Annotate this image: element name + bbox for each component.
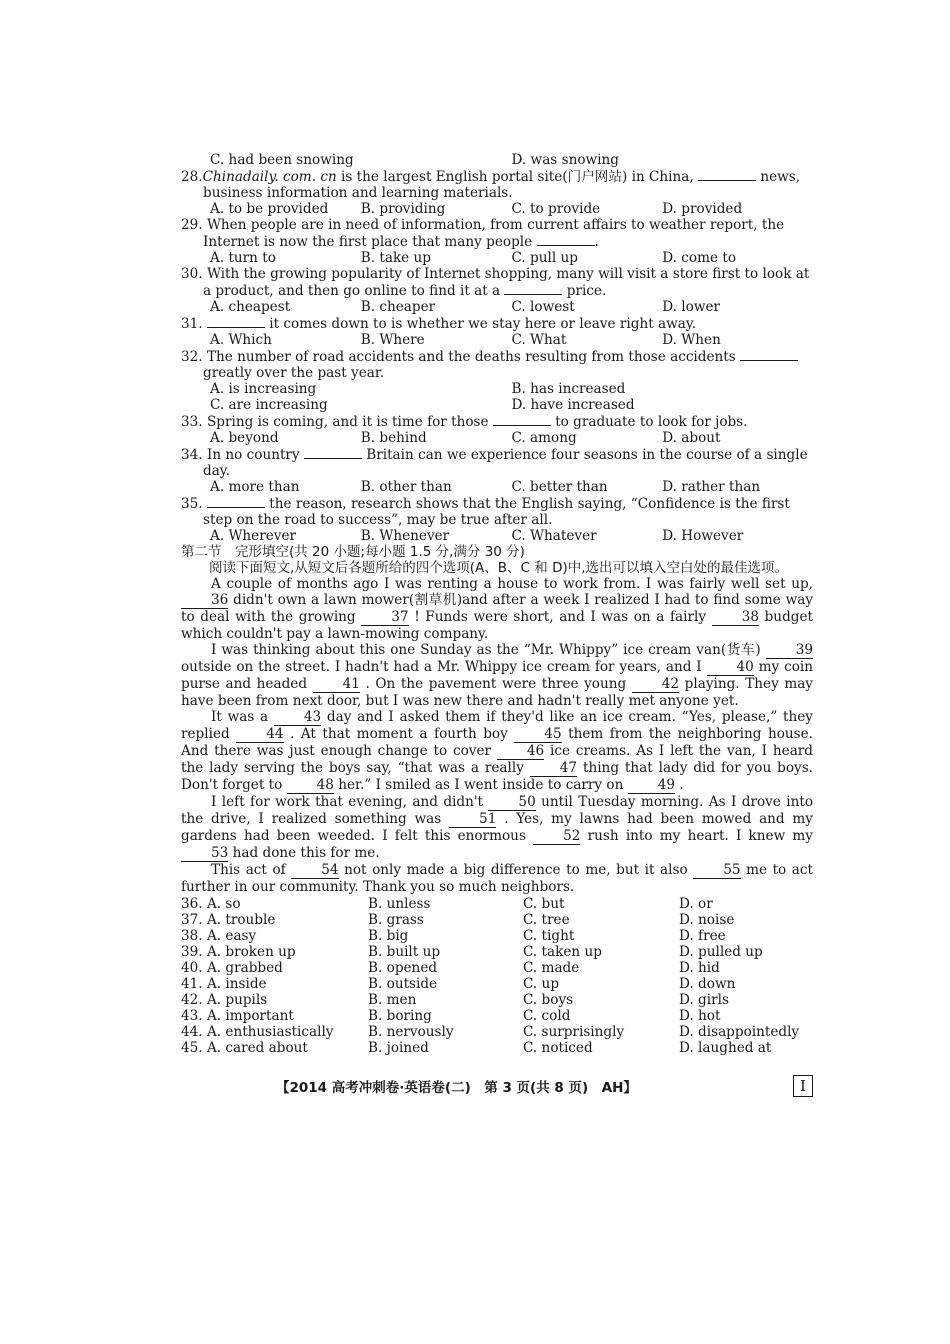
cloze-option-row: 38. A. easy B. big C. tight D. free: [181, 928, 726, 944]
question-30: 30. With the growing popularity of Internet shopping, many will visit a store first to look at a product, and then go online to find it at a price. A. cheapest B. cheaper C. lowest D. lower: [181, 266, 813, 315]
answer-blank: [207, 315, 265, 328]
cloze-blank: 37: [361, 609, 408, 626]
cloze-option-row: 36. A. so B. unless C. but D. or: [181, 896, 713, 912]
answer-blank: [504, 282, 562, 295]
cloze-blank: 51: [449, 811, 496, 828]
cloze-blank: 38: [712, 609, 759, 626]
cloze-blank: 53: [181, 845, 228, 862]
option: A. beyond: [210, 430, 279, 446]
option: A. turn to: [210, 250, 276, 266]
option: C. better than: [511, 479, 608, 495]
option: D. However: [662, 528, 744, 544]
cloze-options-list: [181, 896, 813, 1056]
option: D. provided: [662, 201, 743, 217]
option: C. What: [511, 332, 567, 348]
question-number: 30.: [181, 266, 203, 282]
option: D. have increased: [511, 397, 635, 413]
option: C. among: [511, 430, 577, 446]
cloze-blank: 44: [236, 726, 283, 743]
option: A. is increasing: [210, 381, 317, 397]
cloze-option-row: 44. A. enthusiastically B. nervously C. surprisingly D. disappointedly: [181, 1024, 800, 1040]
option: C. lowest: [511, 299, 575, 315]
q27-options-tail: [181, 152, 813, 168]
section-title: 第二节 完形填空(共 20 小题;每小题 1.5 分,满分 30 分): [181, 544, 525, 560]
option: B. take up: [360, 250, 432, 266]
cloze-option-row: 43. A. important B. boring C. cold D. hot: [181, 1008, 721, 1024]
options-row: [181, 250, 813, 266]
option: D. was snowing: [511, 152, 619, 168]
option: B. cheaper: [360, 299, 436, 315]
cloze-blank: 54: [291, 862, 338, 879]
option: D. lower: [662, 299, 721, 315]
option: A. Which: [210, 332, 272, 348]
passage-paragraph: It was a 43 day and I asked them if they'd like an ice cream. “Yes, please,” they replied 44 . At that moment a fourth boy 45 them from the neighboring house. And there was just enough change to cover 46 ice creams. As I left the van, I heard the lady serving the boys say, “that was a really 47 thing that lady did for you boys. Don't forget to 48 her.” I smiled as I went inside to carry on 49 .: [181, 709, 813, 793]
answer-blank: [537, 233, 595, 246]
options-row: [181, 299, 813, 315]
passage-paragraph: This act of 54 not only made a big difference to me, but it also 55 me to act further in our community. Thank you so much neighbors.: [181, 862, 813, 895]
question-32: 32. The number of road accidents and the deaths resulting from those accidents greatly over the past year. A. is increasing B. has increased C. are increasing D. have increased: [181, 348, 813, 413]
cloze-blank: 40: [707, 659, 754, 676]
option: C. to provide: [511, 201, 601, 217]
options-row: [181, 528, 813, 544]
cloze-blank: 52: [533, 828, 580, 845]
section-instructions: 阅读下面短文,从短文后各题所给的四个选项(A、B、C 和 D)中,选出可以填入空白处的最佳选项。: [209, 560, 789, 576]
page-footer: 【2014 高考冲刺卷·英语卷(二) 第 3 页(共 8 页) AH】: [276, 1080, 637, 1096]
options-row: [181, 381, 813, 397]
cloze-blank: 46: [497, 743, 544, 760]
options-row: [181, 397, 813, 413]
option: C. are increasing: [210, 397, 328, 413]
question-29: 29. When people are in need of information, from current affairs to weather report, the Internet is now the first place that many people . A. turn to B. take up C. pull up D. come to: [181, 217, 813, 266]
passage-paragraph: I left for work that evening, and didn't 50 until Tuesday morning. As I drove into the drive, I realized something was 51 . Yes, my lawns had been mowed and my gardens had been weeded. I felt this enormous 52 rush into my heart. I knew my 53 had done this for me.: [181, 794, 813, 861]
answer-blank: [304, 446, 362, 459]
question-number: 31.: [181, 316, 203, 332]
option: B. other than: [360, 479, 452, 495]
exam-page-content: [181, 152, 813, 1056]
site-name: Chinadaily. com. cn: [202, 169, 337, 185]
cloze-option-row: 40. A. grabbed B. opened C. made D. hid: [181, 960, 720, 976]
option: C. Whatever: [511, 528, 597, 544]
answer-blank: [207, 495, 265, 508]
option: A. cheapest: [210, 299, 291, 315]
option: D. rather than: [662, 479, 761, 495]
cloze-blank: 41: [313, 676, 360, 693]
option: B. Whenever: [360, 528, 450, 544]
cloze-option-row: 37. A. trouble B. grass C. tree D. noise: [181, 912, 735, 928]
cloze-blank: 42: [632, 676, 679, 693]
cloze-blank: 50: [488, 794, 535, 811]
answer-blank: [698, 168, 756, 181]
options-row: [181, 479, 813, 495]
question-number: 33.: [181, 414, 203, 430]
option: D. about: [662, 430, 721, 446]
answer-blank: [740, 348, 798, 361]
options-row: [181, 430, 813, 446]
cloze-blank: 48: [287, 777, 334, 794]
cloze-option-row: 41. A. inside B. outside C. up D. down: [181, 976, 736, 992]
page-mark: I: [793, 1075, 813, 1097]
cloze-blank: 45: [514, 726, 561, 743]
option: D. come to: [662, 250, 737, 266]
question-number: 35.: [181, 496, 203, 512]
cloze-blank: 47: [530, 760, 577, 777]
options-row: [181, 332, 813, 348]
cloze-blank: 49: [628, 777, 675, 794]
question-number: 32.: [181, 349, 203, 365]
question-number: 29.: [181, 217, 203, 233]
question-34: 34. In no country Britain can we experience four seasons in the course of a single day. A. more than B. other than C. better than D. rather than: [181, 446, 813, 495]
cloze-option-row: 39. A. broken up B. built up C. taken up D. pulled up: [181, 944, 763, 960]
options-row: [181, 201, 813, 217]
question-31: 31. it comes down to is whether we stay here or leave right away. A. Which B. Where C. What D. When: [181, 315, 813, 348]
question-number: 28.: [181, 169, 203, 185]
option: B. providing: [360, 201, 446, 217]
answer-blank: [493, 413, 551, 426]
cloze-blank: 43: [274, 709, 321, 726]
cloze-blank: 55: [693, 862, 740, 879]
option: A. to be provided: [210, 201, 329, 217]
cloze-option-row: 45. A. cared about B. joined C. noticed D. laughed at: [181, 1040, 772, 1056]
option: A. Wherever: [210, 528, 296, 544]
option: B. has increased: [511, 381, 626, 397]
option: C. pull up: [511, 250, 578, 266]
question-33: 33. Spring is coming, and it is time for those to graduate to look for jobs. A. beyond B. behind C. among D. about: [181, 413, 813, 446]
cloze-blank: 36: [181, 592, 228, 609]
option: D. When: [662, 332, 721, 348]
cloze-passage: [181, 576, 813, 895]
question-28: 28.Chinadaily. com. cn is the largest English portal site(门户网站) in China, news, business information and learning materials. A. to be provided B. providing C. to provide D. provided: [181, 168, 813, 217]
option: B. Where: [360, 332, 425, 348]
cloze-blank: 39: [766, 642, 813, 659]
question-35: 35. the reason, research shows that the English saying, “Confidence is the first step on the road to success”, may be true after all. A. Wherever B. Whenever C. Whatever D. However: [181, 495, 813, 544]
passage-paragraph: A couple of months ago I was renting a house to work from. I was fairly well set up, 36 didn't own a lawn mower(割草机)and after a week I realized I had to find some way to deal with the growing 37 ! Funds were short, and I was on a fairly 38 budget which couldn't pay a lawn-mowing company.: [181, 576, 813, 642]
passage-paragraph: I was thinking about this one Sunday as the “Mr. Whippy” ice cream van(货车) 39 outside on the street. I hadn't had a Mr. Whippy ice cream for years, and I 40 my coin purse and headed 41 . On the pavement were three young 42 playing. They may have been from next door, but I was new there and hadn't really met anyone yet.: [181, 642, 813, 709]
option: A. more than: [210, 479, 300, 495]
cloze-option-row: 42. A. pupils B. men C. boys D. girls: [181, 992, 729, 1008]
option: B. behind: [360, 430, 427, 446]
option: C. had been snowing: [210, 152, 354, 168]
question-number: 34.: [181, 447, 203, 463]
